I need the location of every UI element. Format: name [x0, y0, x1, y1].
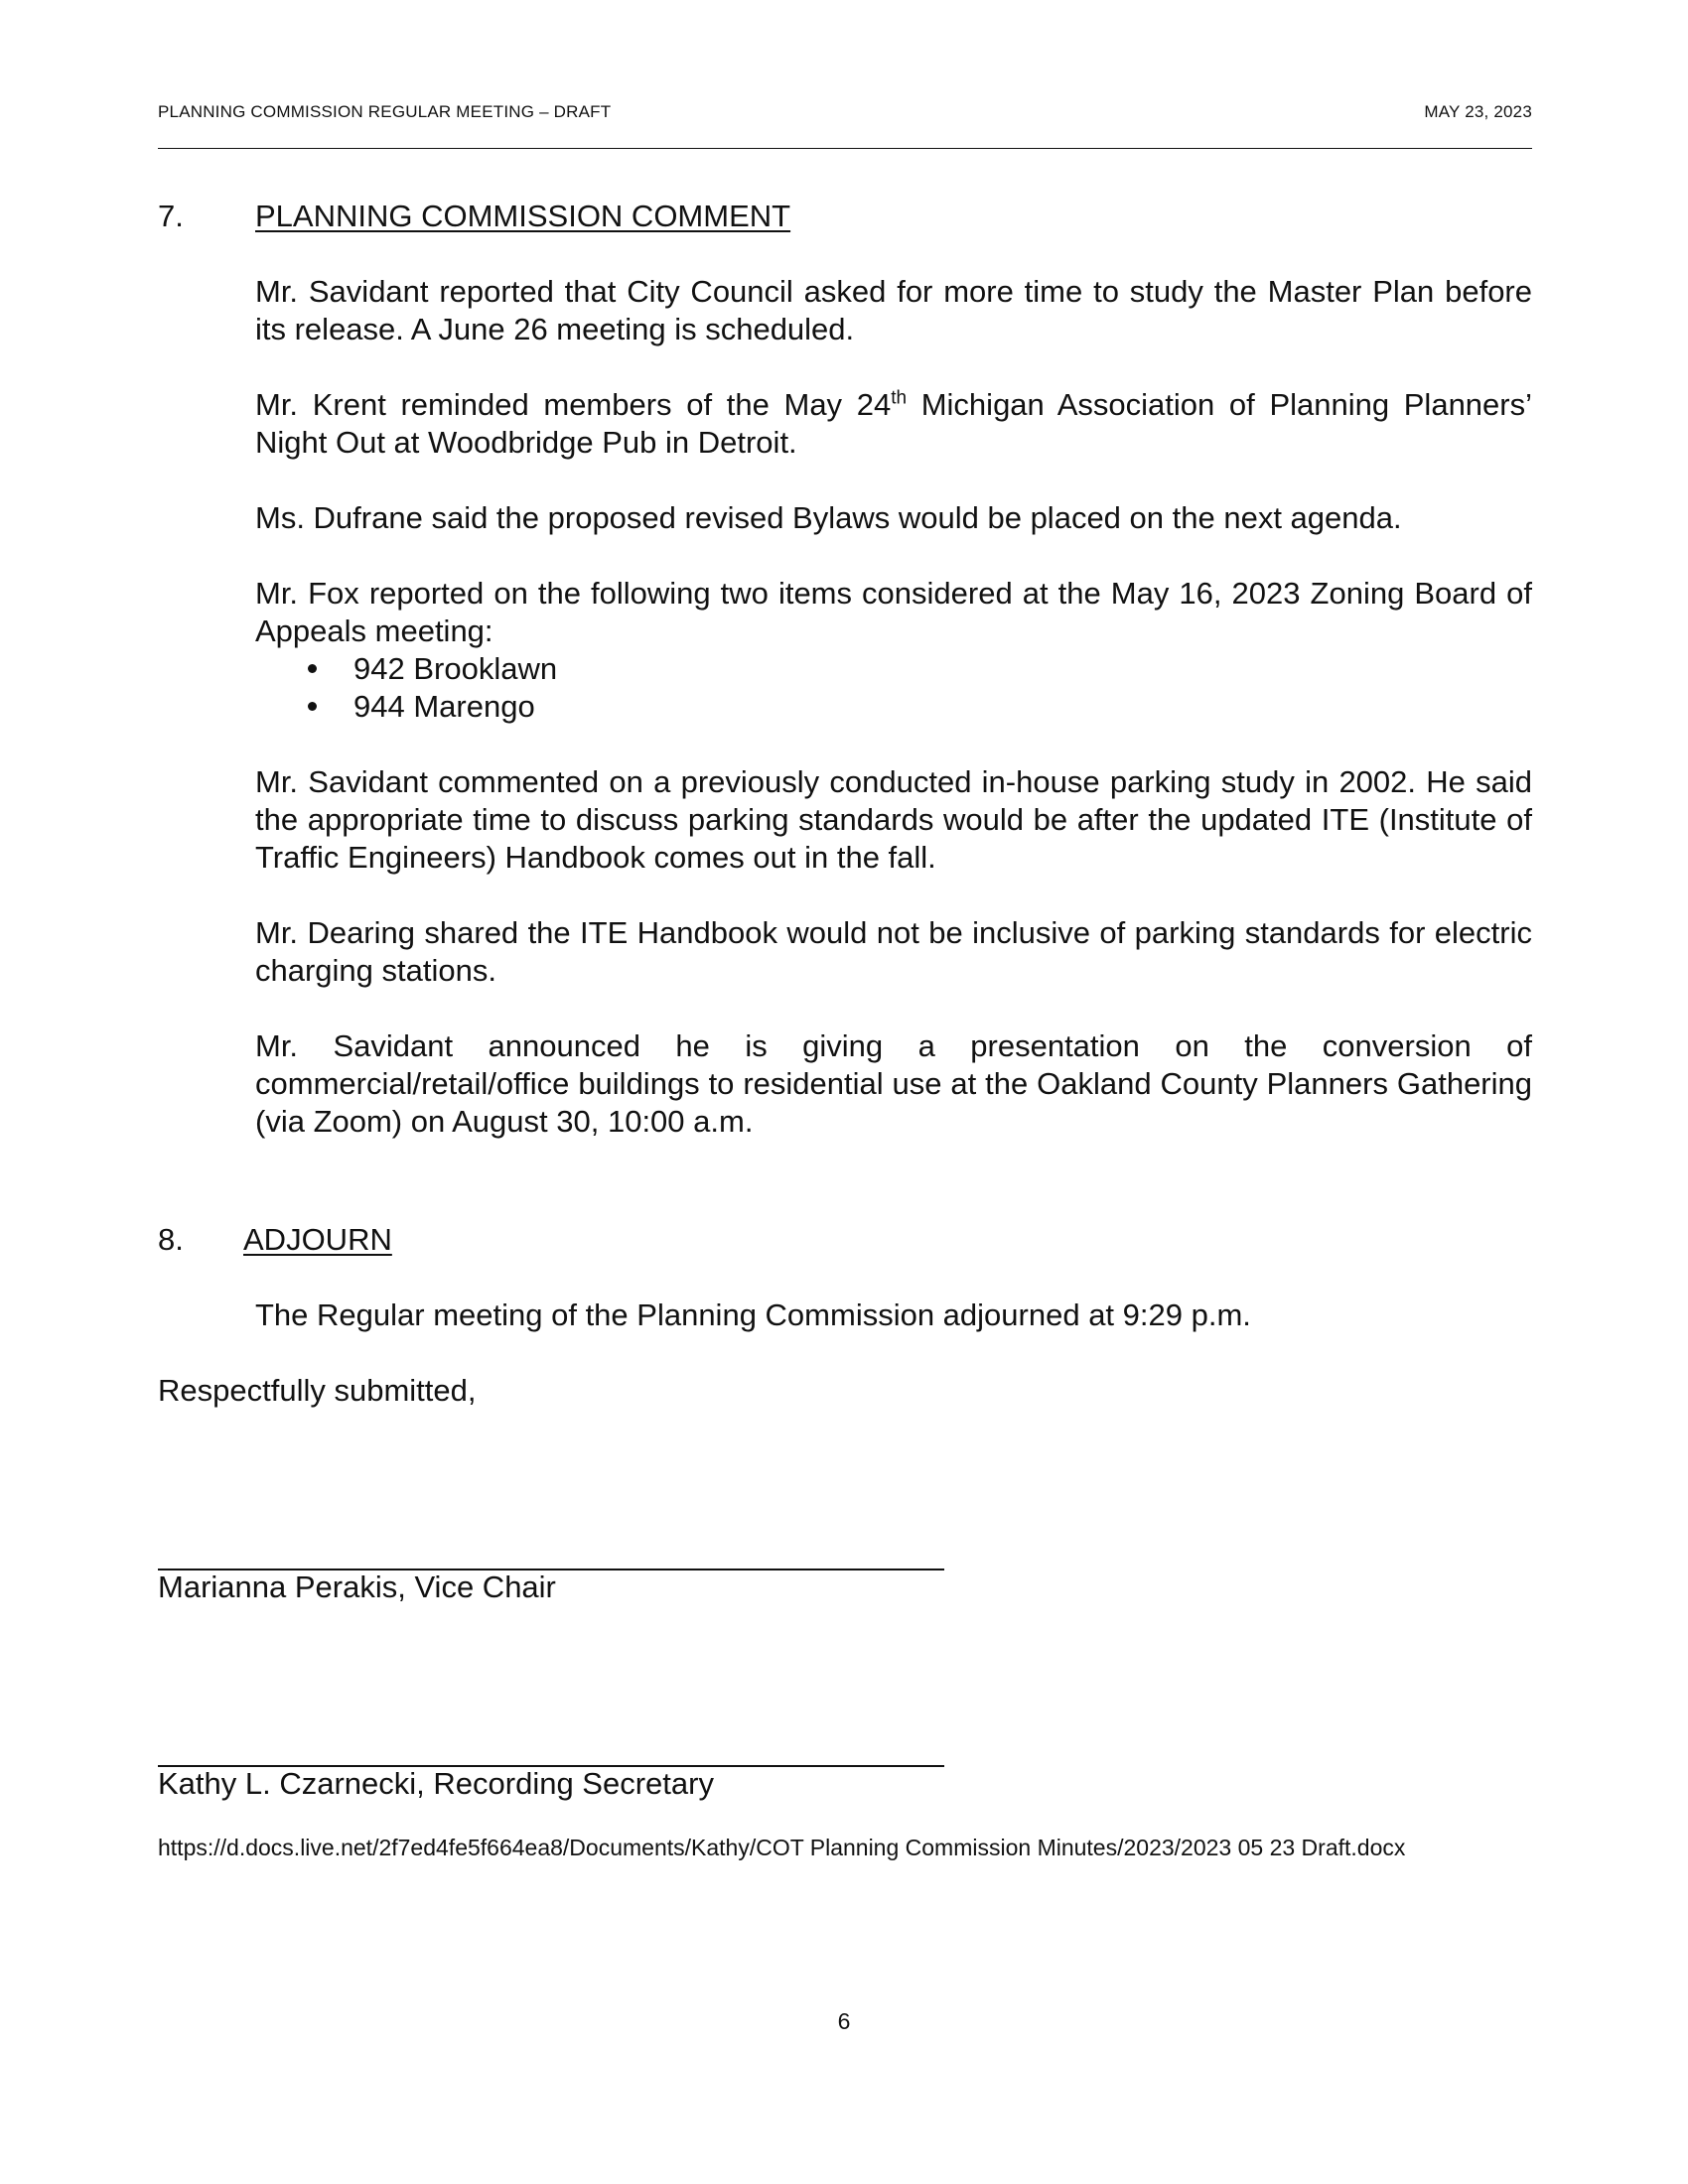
section-title: ADJOURN: [243, 1222, 392, 1257]
list-item-text: 944 Marengo: [353, 689, 535, 724]
section-7-heading: [158, 198, 1532, 235]
bullet-icon: [308, 664, 317, 673]
section-8-heading: [158, 1221, 1532, 1259]
signature-name-vice-chair: Marianna Perakis, Vice Chair: [158, 1570, 556, 1604]
paragraph-dearing-ite: Mr. Dearing shared the ITE Handbook would not be inclusive of parking standards for electric charging stations.: [255, 915, 1532, 988]
paragraph-text: Michigan Association of Planning Planners’ Night Out at Woodbridge Pub in Detroit.: [255, 387, 1532, 460]
paragraph-savidant-parking-study: Mr. Savidant commented on a previously conducted in-house parking study in 2002. He said the appropriate time to discuss parking standards would be after the updated ITE (Institute of Traffic Engineers) Handbook comes out in the fall.: [255, 764, 1532, 875]
header-divider: [158, 148, 1532, 149]
document-file-path: https://d.docs.live.net/2f7ed4fe5f664ea8/Documents/Kathy/COT Planning Commission Minutes/2023/2023 05 23 Draft.docx: [158, 1835, 1406, 1860]
list-item-text: 942 Brooklawn: [353, 651, 558, 686]
section-title: PLANNING COMMISSION COMMENT: [255, 199, 791, 233]
zba-items-list: [255, 650, 1532, 726]
signature-name-recording-secretary: Kathy L. Czarnecki, Recording Secretary: [158, 1766, 714, 1801]
ordinal-suffix: th: [891, 387, 908, 409]
paragraph-fox-zba: Mr. Fox reported on the following two items considered at the May 16, 2023 Zoning Board of Appeals meeting:: [255, 576, 1532, 648]
bullet-icon: [308, 702, 317, 711]
section-7-body: [255, 273, 1532, 1178]
header-title: PLANNING COMMISSION REGULAR MEETING – DRAFT: [158, 102, 612, 121]
closing-text: Respectfully submitted,: [158, 1373, 477, 1408]
header-date: MAY 23, 2023: [1424, 102, 1532, 121]
paragraph-krent-reminder: [255, 386, 1532, 462]
paragraph-savidant-master-plan: Mr. Savidant reported that City Council asked for more time to study the Master Plan before its release. A June 26 meeting is scheduled.: [255, 274, 1532, 346]
paragraph-savidant-presentation: Mr. Savidant announced he is giving a presentation on the conversion of commercial/retail/office buildings to residential use at the Oakland County Planners Gathering (via Zoom) on August 30, 10:00 a.m.: [255, 1028, 1532, 1139]
list-item: [255, 650, 1532, 688]
section-number: 7.: [158, 199, 184, 233]
paragraph-dufrane-bylaws: Ms. Dufrane said the proposed revised Bylaws would be placed on the next agenda.: [255, 500, 1402, 535]
page-number: 6: [837, 2008, 851, 2034]
section-number: 8.: [158, 1222, 184, 1257]
section-8-body: [255, 1297, 1532, 1372]
paragraph-adjourned: The Regular meeting of the Planning Commission adjourned at 9:29 p.m.: [255, 1297, 1251, 1332]
list-item: [255, 688, 1532, 726]
paragraph-text: Mr. Krent reminded members of the May 24: [255, 387, 892, 422]
page-header: [158, 102, 1532, 122]
